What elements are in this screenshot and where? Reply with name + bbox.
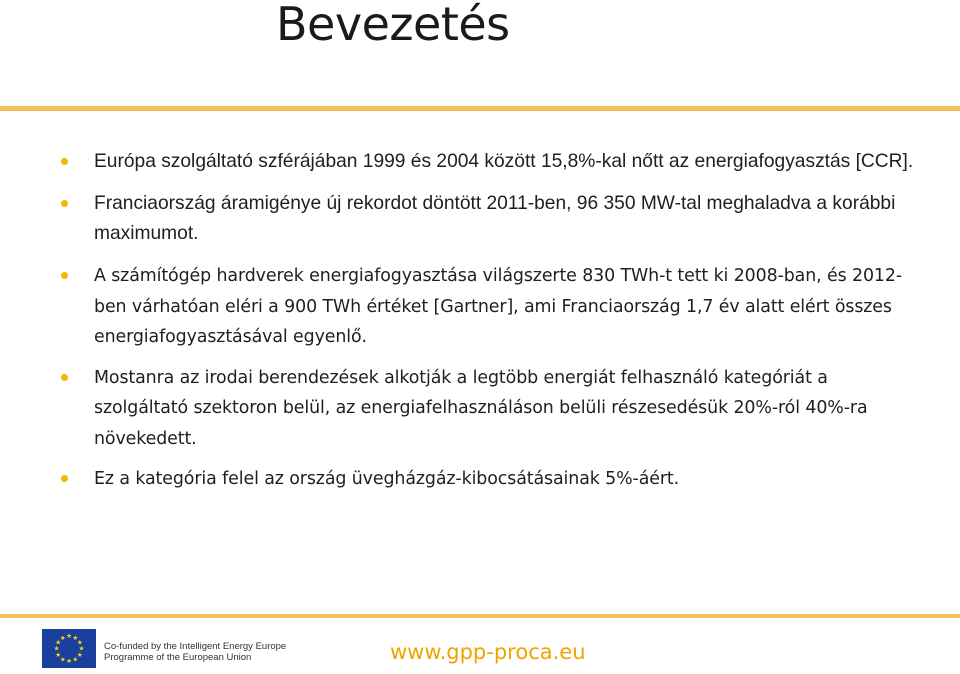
website-link[interactable]: www.gpp-proca.eu [390,640,586,664]
bullet-dot-icon [61,158,68,165]
eu-star-icon: ★ [55,650,62,659]
bullet-text: A számítógép hardverek energiafogyasztása világszerte 830 TWh-t tett ki 2008-ban, és 2012-ben várhatóan eléri a 900 TWh értéket [Gartner], ami Franciaország 1,7 év alatt elért összes energiafogyasztásával egyenlő. [94,266,903,347]
bullet-dot-icon [61,374,68,381]
eu-star-icon: ★ [76,650,83,659]
bullet-item [94,147,924,177]
bullet-dot-icon [61,475,68,482]
bullet-text: Mostanra az irodai berendezések alkotják a legtöbb energiát felhasználó kategóriát a szolgáltató szektoron belül, az energiafelhasználáson belüli részesedésük 20%-ról 40%-ra növekedett. [94,367,868,449]
bullet-text: Ez a kategória felel az ország üvegházgáz-kibocsátásainak 5%-áért. [94,469,680,489]
slide-title: Bevezetés [276,0,510,51]
eu-star-icon: ★ [72,633,79,642]
bullet-text: Európa szolgáltató szférájában 1999 és 2004 között 15,8%-kal nőtt az energiafogyasztás [CCR]. [94,151,914,172]
eu-funding-caption [104,641,286,663]
eu-star-icon: ★ [78,644,85,653]
bullet-item [94,363,924,455]
bullet-item [94,464,924,495]
eu-star-icon: ★ [66,632,72,641]
eu-star-icon: ★ [66,657,72,666]
bullet-item [94,261,924,353]
bullet-dot-icon [61,272,68,279]
bullet-text: Franciaország áramigénye új rekordot döntött 2011-ben, 96 350 MW-tal meghaladva a korábbi maximumot. [94,193,896,244]
eu-star-icon: ★ [55,638,62,647]
header-divider [0,106,960,111]
eu-caption-line: Co-funded by the Intelligent Energy Europe [104,641,287,652]
bullet-item [94,189,924,249]
bullet-dot-icon [61,200,68,207]
eu-caption-line: Programme of the European Union [104,652,252,663]
eu-flag-icon [42,629,96,668]
bullet-list [94,147,924,495]
eu-star-icon: ★ [53,644,60,653]
eu-star-icon: ★ [59,655,66,664]
eu-star-icon: ★ [59,633,66,642]
footer-divider [0,614,960,618]
eu-star-icon: ★ [76,638,83,647]
eu-star-icon: ★ [72,655,79,664]
